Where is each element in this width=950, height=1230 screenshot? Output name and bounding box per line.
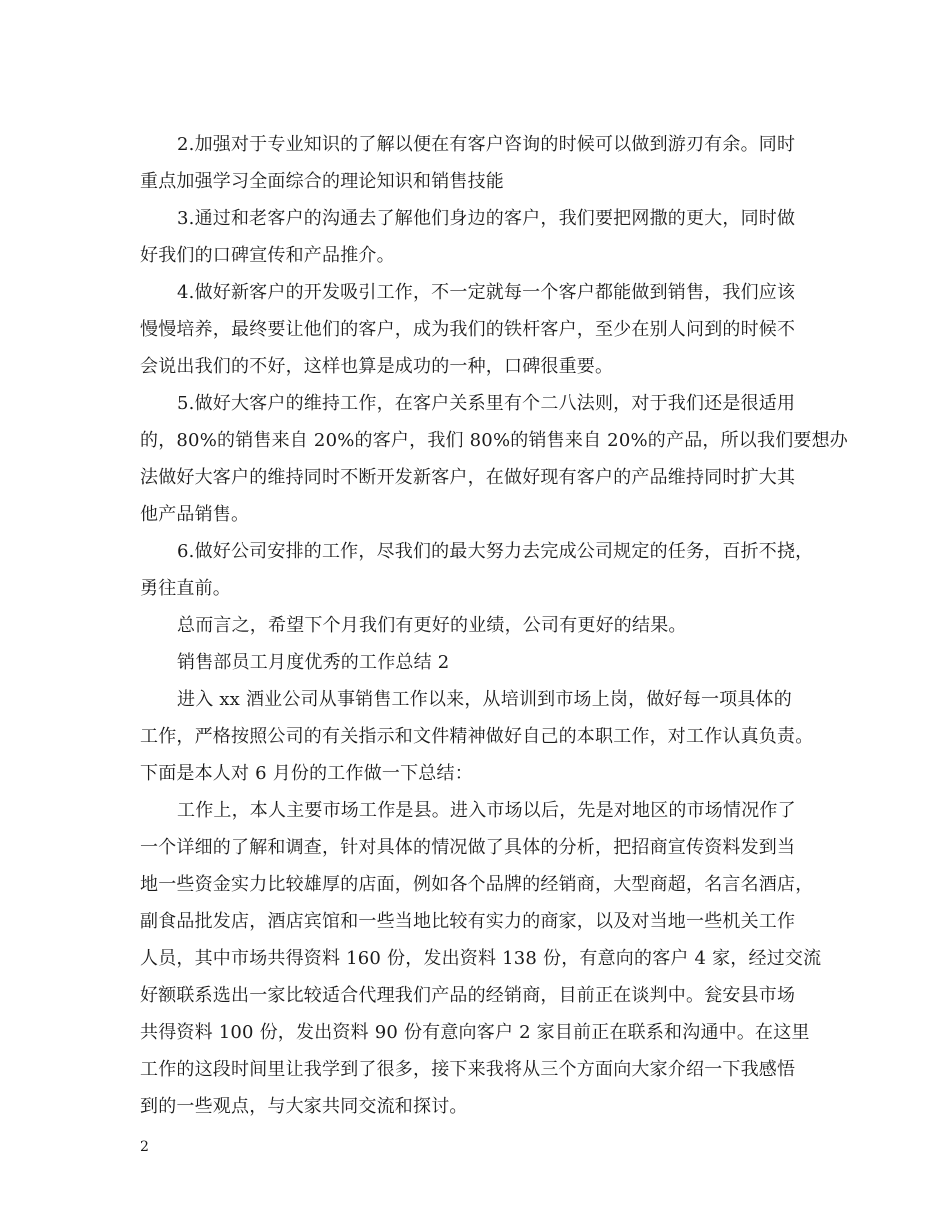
page-number: 2	[140, 1139, 149, 1155]
text-line: 一个详细的了解和调查，针对具体的情况做了具体的分析，把招商宣传资料发到当	[140, 837, 796, 858]
text-line: 人员，其中市场共得资料 160 份，发出资料 138 份，有意向的客户 4 家，经过交流	[140, 948, 822, 969]
text-line: 到的一些观点，与大家共同交流和探讨。	[140, 1096, 468, 1117]
text-line: 会说出我们的不好，这样也算是成功的一种，口碑很重要。	[140, 356, 614, 377]
text-line: 进入 xx 酒业公司从事销售工作以来，从培训到市场上岗，做好每一项具体的	[177, 689, 792, 710]
text-line: 4.做好新客户的开发吸引工作，不一定就每一个客户都能做到销售，我们应该	[177, 282, 796, 303]
text-line: 下面是本人对 6 月份的工作做一下总结：	[140, 763, 473, 784]
text-line: 好我们的口碑宣传和产品推介。	[140, 245, 395, 266]
text-line: 总而言之，希望下个月我们有更好的业绩，公司有更好的结果。	[177, 615, 687, 636]
text-line: 3.通过和老客户的沟通去了解他们身边的客户，我们要把网撒的更大，同时做	[177, 208, 796, 229]
text-line: 工作上，本人主要市场工作是县。进入市场以后，先是对地区的市场情况作了	[177, 800, 796, 821]
text-line: 副食品批发店，酒店宾馆和一些当地比较有实力的商家，以及对当地一些机关工作	[140, 911, 796, 932]
text-line: 6.做好公司安排的工作，尽我们的最大努力去完成公司规定的任务，百折不挠，	[177, 541, 814, 562]
text-line: 5.做好大客户的维持工作，在客户关系里有个二八法则，对于我们还是很适用	[177, 393, 796, 414]
text-line: 他产品销售。	[140, 504, 250, 525]
text-line: 勇往直前。	[140, 578, 231, 599]
text-line: 法做好大客户的维持同时不断开发新客户，在做好现有客户的产品维持同时扩大其	[140, 467, 796, 488]
text-line: 重点加强学习全面综合的理论知识和销售技能	[140, 171, 504, 192]
text-line: 的，80%的销售来自 20%的客户，我们 80%的销售来自 20%的产品，所以我们要想办	[140, 430, 848, 451]
text-line: 慢慢培养，最终要让他们的客户，成为我们的铁杆客户，至少在别人问到的时候不	[140, 319, 796, 340]
text-line: 地一些资金实力比较雄厚的店面，例如各个品牌的经销商，大型商超，名言名酒店，	[140, 874, 814, 895]
text-line: 2.加强对于专业知识的了解以便在有客户咨询的时候可以做到游刃有余。同时	[177, 134, 796, 155]
text-line: 共得资料 100 份，发出资料 90 份有意向客户 2 家目前正在联系和沟通中。在这里	[140, 1022, 810, 1043]
text-line: 工作，严格按照公司的有关指示和文件精神做好自己的本职工作，对工作认真负责。	[140, 726, 814, 747]
section-heading: 销售部员工月度优秀的工作总结 2	[177, 652, 450, 673]
text-line: 好额联系选出一家比较适合代理我们产品的经销商，目前正在谈判中。瓮安县市场	[140, 985, 796, 1006]
text-line: 工作的这段时间里让我学到了很多，接下来我将从三个方面向大家介绍一下我感悟	[140, 1059, 796, 1080]
